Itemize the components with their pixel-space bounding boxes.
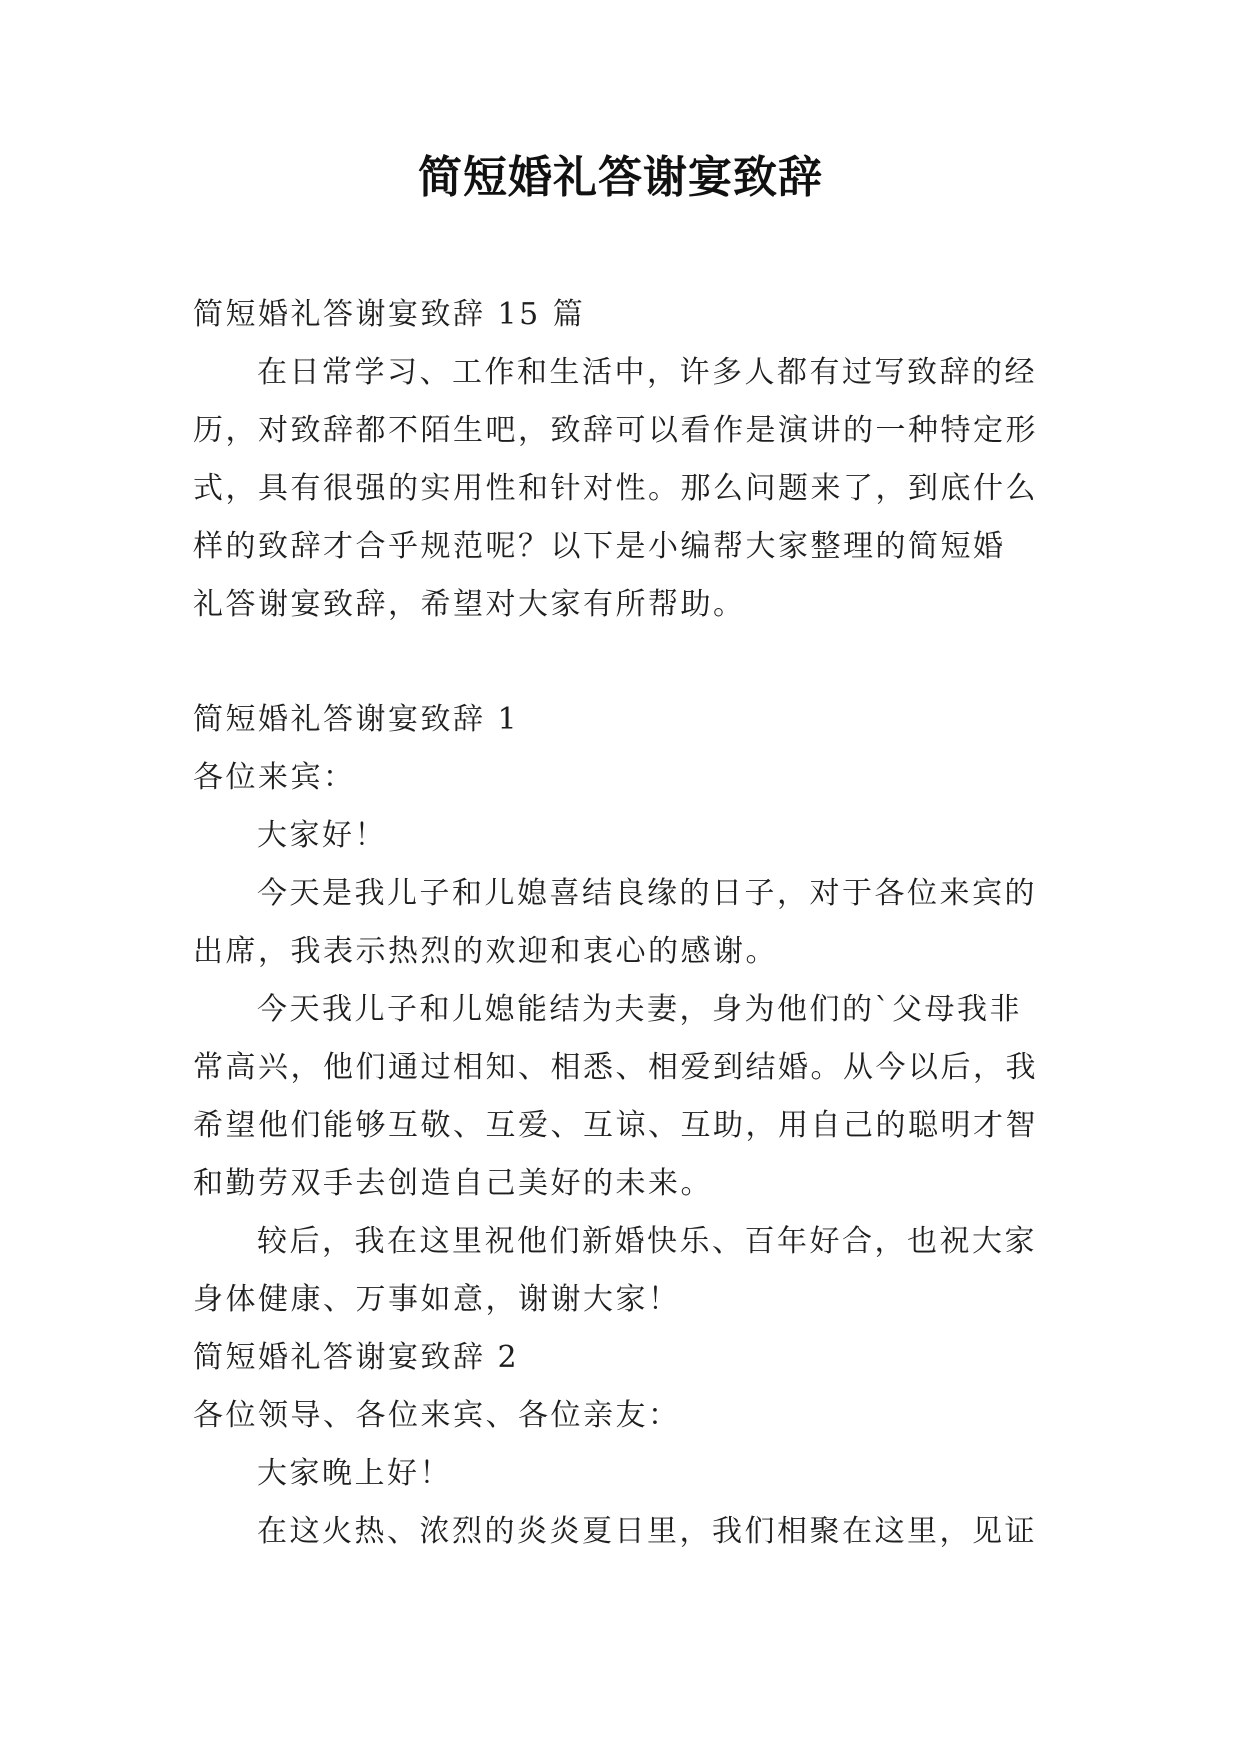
paragraph-line: 常高兴，他们通过相知、相悉、相爱到结婚。从今以后，我 [193, 1050, 1038, 1085]
paragraph-line: 出席，我表示热烈的欢迎和衷心的感谢。 [193, 934, 778, 969]
paragraph-line: 较后，我在这里祝他们新婚快乐、百年好合，也祝大家 [257, 1224, 1037, 1259]
document-body [193, 286, 1055, 1561]
paragraph-line: 今天我儿子和儿媳能结为夫妻，身为他们的`父母我非 [257, 992, 1022, 1027]
section-heading: 简短婚礼答谢宴致辞 2 [193, 1340, 520, 1375]
paragraph-line: 在这火热、浓烈的炎炎夏日里，我们相聚在这里，见证 [257, 1514, 1037, 1549]
paragraph-line: 今天是我儿子和儿媳喜结良缘的日子，对于各位来宾的 [257, 876, 1037, 911]
intro-paragraph-line: 历，对致辞都不陌生吧，致辞可以看作是演讲的一种特定形 [193, 413, 1038, 448]
salutation: 各位来宾： [193, 760, 356, 795]
paragraph-line: 和勤劳双手去创造自己美好的未来。 [193, 1166, 713, 1201]
paragraph-gap [193, 634, 1055, 691]
greeting: 大家好！ [257, 818, 387, 853]
intro-paragraph-line: 式，具有很强的实用性和针对性。那么问题来了，到底什么 [193, 471, 1038, 506]
paragraph-line: 希望他们能够互敬、互爱、互谅、互助，用自己的聪明才智 [193, 1108, 1038, 1143]
document-title: 简短婚礼答谢宴致辞 [418, 152, 823, 203]
intro-paragraph-line: 样的致辞才合乎规范呢？以下是小编帮大家整理的简短婚 [193, 529, 1006, 564]
intro-paragraph-line: 在日常学习、工作和生活中，许多人都有过写致辞的经 [257, 355, 1037, 390]
section-heading: 简短婚礼答谢宴致辞 1 [193, 702, 520, 737]
intro-paragraph-line: 礼答谢宴致辞，希望对大家有所帮助。 [193, 587, 746, 622]
paragraph-line: 身体健康、万事如意，谢谢大家！ [193, 1282, 681, 1317]
greeting: 大家晚上好！ [257, 1456, 452, 1491]
collection-heading: 简短婚礼答谢宴致辞 15 篇 [193, 297, 586, 332]
salutation: 各位领导、各位来宾、各位亲友： [193, 1398, 681, 1433]
